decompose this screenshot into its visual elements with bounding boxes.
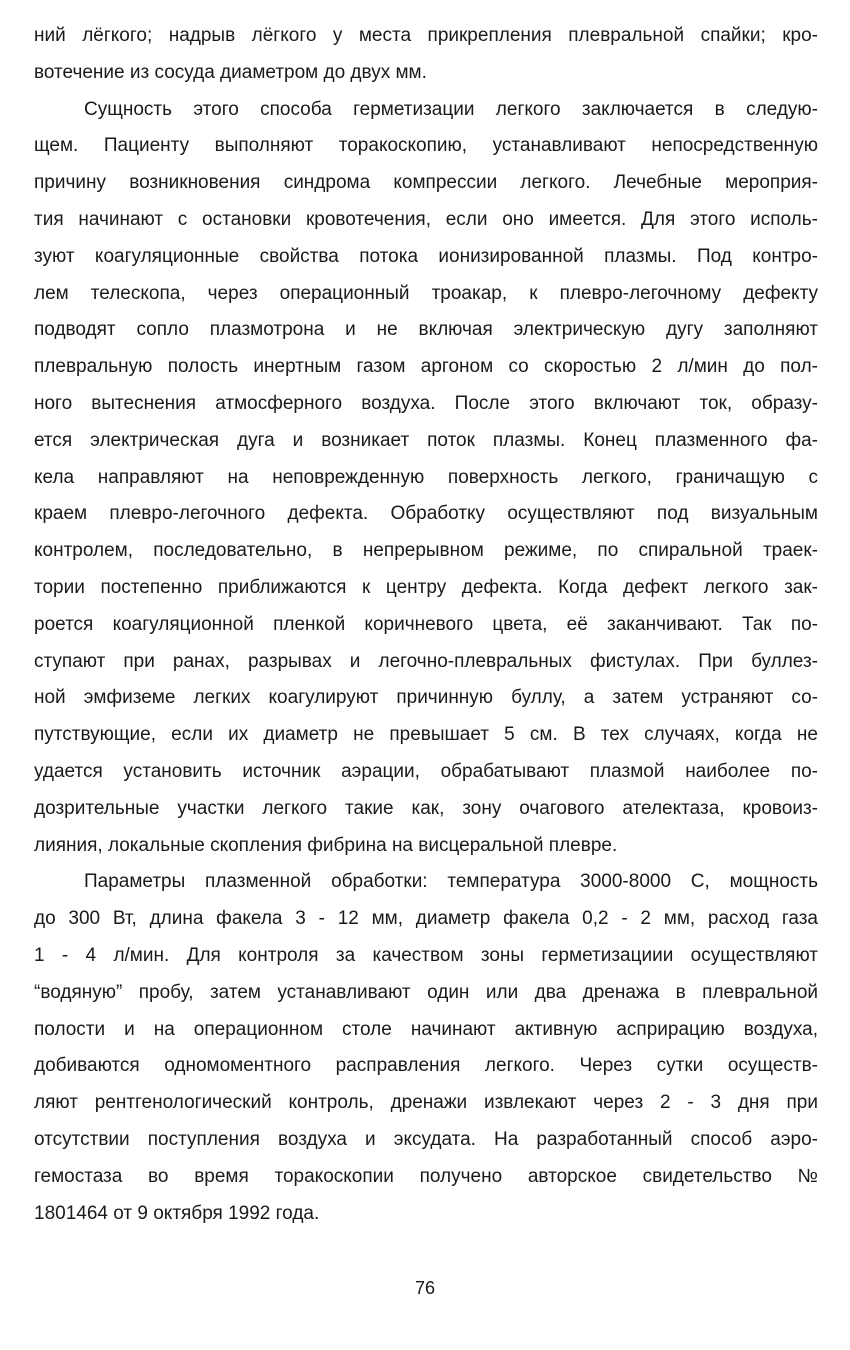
text-line: до 300 Вт, длина факела 3 - 12 мм, диаметр факела 0,2 - 2 мм, расход газа	[34, 908, 818, 930]
text-line: ний лёгкого; надрыв лёгкого у места прикрепления плевральной спайки; кро-	[34, 25, 818, 46]
page-number: 76	[414, 1278, 436, 1298]
text-line: дозрительные участки легкого такие как, зону очагового ателектаза, кровоиз-	[34, 797, 818, 819]
text-line: лияния, локальные скопления фибрина на висцеральной плевре.	[34, 834, 618, 856]
text-line: ступают при ранах, разрывах и легочно-плевральных фистулах. При буллез-	[34, 650, 818, 672]
text-line: кела направляют на неповрежденную поверхность легкого, граничащую с	[34, 466, 818, 488]
text-line: полости и на операционном столе начинают активную асприрацию воздуха,	[34, 1018, 818, 1040]
text-line: ной эмфиземе легких коагулируют причинную буллу, а затем устраняют со-	[34, 687, 818, 709]
text-line: “водяную” пробу, затем устанавливают один или два дренажа в плевральной	[34, 981, 818, 1003]
text-line: 1 - 4 л/мин. Для контроля за качеством зоны герметизациии осуществляют	[34, 944, 818, 966]
text-line: Сущность этого способа герметизации легкого заключается в следую-	[84, 98, 818, 120]
text-line: контролем, последовательно, в непрерывном режиме, по спиральной траек-	[34, 540, 818, 562]
text-line: Параметры плазменной обработки: температура 3000-8000 С, мощность	[84, 871, 818, 893]
text-line: лем телескопа, через операционный троакар, к плевро-легочному дефекту	[34, 282, 818, 304]
text-line: отсутствии поступления воздуха и эксудата. На разработанный способ аэро-	[34, 1128, 818, 1150]
text-line: путствующие, если их диаметр не превышает 5 см. В тех случаях, когда не	[34, 724, 818, 746]
text-line: тории постепенно приближаются к центру дефекта. Когда дефект легкого зак-	[34, 576, 818, 598]
text-line: зуют коагуляционные свойства потока ионизированной плазмы. Под контро-	[34, 245, 818, 267]
text-line: вотечение из сосуда диаметром до двух мм.	[34, 61, 427, 83]
paragraph-3	[34, 864, 818, 1232]
text-line: тия начинают с остановки кровотечения, если оно имеется. Для этого исполь-	[34, 208, 818, 230]
text-line: добиваются одномоментного расправления легкого. Через сутки осуществ-	[34, 1055, 818, 1077]
page-body	[34, 18, 818, 1232]
text-line: гемостаза во время торакоскопии получено авторское свидетельство №	[34, 1165, 818, 1187]
text-line: причину возникновения синдрома компрессии легкого. Лечебные мероприя-	[34, 172, 818, 194]
text-line: подводят сопло плазмотрона и не включая электрическую дугу заполняют	[34, 319, 818, 341]
text-line: удается установить источник аэрации, обрабатывают плазмой наиболее по-	[34, 760, 818, 782]
text-line: краем плевро-легочного дефекта. Обработку осуществляют под визуальным	[34, 503, 818, 525]
text-line: плевральную полость инертным газом аргоном со скоростью 2 л/мин до пол-	[34, 356, 818, 378]
paragraph-1	[34, 18, 818, 92]
text-line: 1801464 от 9 октября 1992 года.	[34, 1202, 320, 1224]
text-line: ляют рентгенологический контроль, дренажи извлекают через 2 - 3 дня при	[34, 1092, 818, 1114]
text-line: ется электрическая дуга и возникает поток плазмы. Конец плазменного фа-	[34, 429, 818, 451]
text-line: ного вытеснения атмосферного воздуха. После этого включают ток, образу-	[34, 392, 818, 414]
paragraph-2	[34, 92, 818, 865]
text-line: роется коагуляционной пленкой коричневого цвета, её заканчивают. Так по-	[34, 613, 818, 635]
text-line: щем. Пациенту выполняют торакоскопию, устанавливают непосредственную	[34, 135, 818, 157]
